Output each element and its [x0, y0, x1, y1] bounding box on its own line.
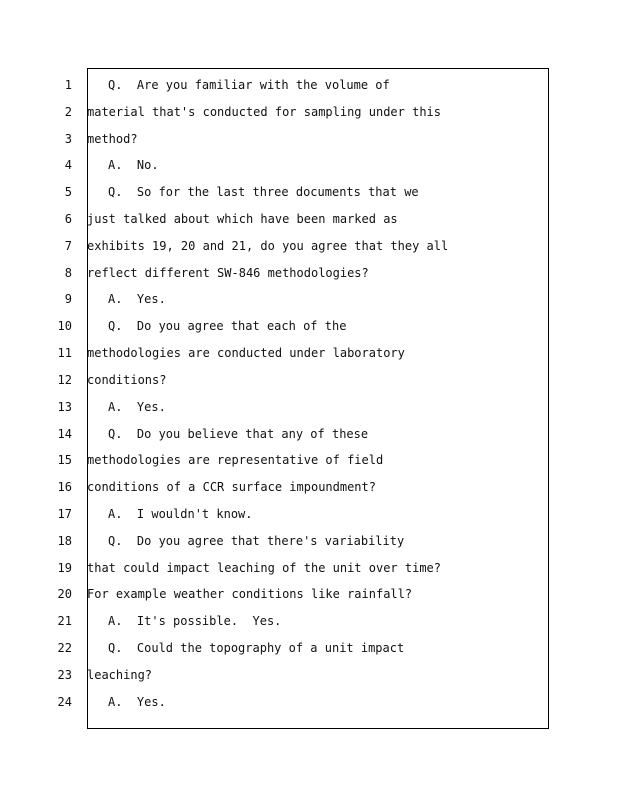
transcript-line: exhibits 19, 20 and 21, do you agree that they all: [87, 239, 449, 253]
line-number: 21: [57, 614, 72, 628]
line-number: 23: [57, 668, 72, 682]
transcript-line: A. Yes.: [108, 695, 166, 709]
transcript-line: conditions of a CCR surface impoundment?: [87, 480, 376, 494]
transcript-line: that could impact leaching of the unit over time?: [87, 561, 442, 575]
transcript-line: methodologies are conducted under laboratory: [87, 346, 405, 360]
line-number: 14: [57, 427, 72, 441]
line-number: 8: [64, 266, 72, 280]
transcript-line: For example weather conditions like rainfall?: [87, 587, 413, 601]
transcript-line: method?: [87, 132, 138, 146]
line-number: 3: [64, 132, 72, 146]
line-number: 7: [64, 239, 72, 253]
transcript-line: Q. Are you familiar with the volume of: [108, 78, 390, 92]
line-number: 12: [57, 373, 72, 387]
line-number: 2: [64, 105, 72, 119]
line-number: 10: [57, 319, 72, 333]
line-number: 1: [64, 78, 72, 92]
line-number: 17: [57, 507, 72, 521]
transcript-line: methodologies are representative of field: [87, 453, 384, 467]
transcript-line: Q. Do you believe that any of these: [108, 427, 369, 441]
transcript-line: Q. Do you agree that each of the: [108, 319, 347, 333]
line-number: 24: [57, 695, 72, 709]
transcript-line: reflect different SW-846 methodologies?: [87, 266, 369, 280]
transcript-line: Q. Do you agree that there's variability: [108, 534, 405, 548]
line-number: 9: [64, 292, 72, 306]
transcript-line: A. Yes.: [108, 292, 166, 306]
line-number: 4: [64, 158, 72, 172]
line-number: 6: [64, 212, 72, 226]
transcript-line: A. I wouldn't know.: [108, 507, 253, 521]
line-number: 22: [57, 641, 72, 655]
line-number: 19: [57, 561, 72, 575]
line-number: 15: [57, 453, 72, 467]
transcript-line: Q. Could the topography of a unit impact: [108, 641, 405, 655]
line-number: 13: [57, 400, 72, 414]
line-number: 11: [57, 346, 72, 360]
transcript-line: A. It's possible. Yes.: [108, 614, 282, 628]
transcript-line: just talked about which have been marked as: [87, 212, 398, 226]
line-number: 5: [64, 185, 72, 199]
transcript-line: A. Yes.: [108, 400, 166, 414]
transcript-line: Q. So for the last three documents that we: [108, 185, 419, 199]
transcript-line: material that's conducted for sampling under this: [87, 105, 442, 119]
line-number: 16: [57, 480, 72, 494]
line-number: 18: [57, 534, 72, 548]
transcript-line: A. No.: [108, 158, 159, 172]
transcript-line: leaching?: [87, 668, 153, 682]
transcript-line: conditions?: [87, 373, 167, 387]
line-number: 20: [57, 587, 72, 601]
